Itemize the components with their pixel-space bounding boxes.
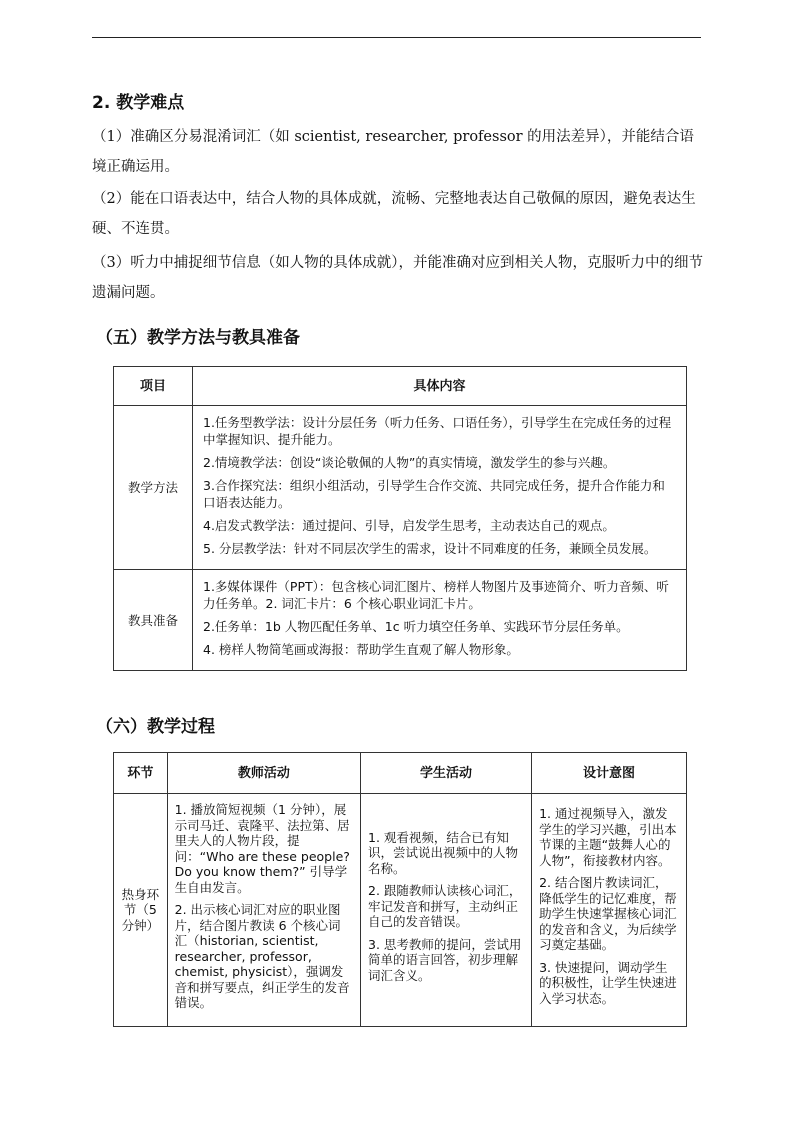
list-item: 2.任务单：1b 人物匹配任务单、1c 听力填空任务单、实践环节分层任务单。 xyxy=(203,619,629,634)
list-item: 1. 播放简短视频（1 分钟），展示司马迁、袁隆平、法拉第、居里夫人的人物片段，提问：“Who are these people? Do you know them?” 引导学生自由发言。 xyxy=(174,802,350,895)
row-content-methods xyxy=(193,406,687,570)
row-label-tools: 教具准备 xyxy=(114,570,193,671)
list-item: 1. 通过视频导入，激发学生的学习兴趣，引出本节课的主题“鼓舞人心的人物”，衔接教材内容。 xyxy=(539,806,677,868)
methods-table xyxy=(113,366,687,671)
section-heading-methods: （五）教学方法与教具准备 xyxy=(96,328,300,348)
table-row xyxy=(114,794,687,1027)
process-table xyxy=(113,752,687,1027)
row-content-tools xyxy=(193,570,687,671)
header-cell-purpose: 设计意图 xyxy=(532,753,687,794)
header-rule xyxy=(92,37,701,38)
list-item: 3. 思考教师的提问，尝试用简单的语言回答，初步理解词汇含义。 xyxy=(368,936,522,983)
list-item: 5. 分层教学法：针对不同层次学生的需求，设计不同难度的任务，兼顾全员发展。 xyxy=(203,541,657,556)
process-table-header xyxy=(114,753,687,794)
stage-cell: 热身环节（5 分钟） xyxy=(114,794,168,1027)
list-item: 4.启发式教学法：通过提问、引导，启发学生思考，主动表达自己的观点。 xyxy=(203,518,615,533)
list-item: 1.多媒体课件（PPT）：包含核心词汇图片、榜样人物图片及事迹简介、听力音频、听力任务单。2. 词汇卡片：6 个核心职业词汇卡片。 xyxy=(203,579,669,611)
header-cell-item: 项目 xyxy=(114,367,193,406)
section-heading-difficulties: 2. 教学难点 xyxy=(92,93,185,113)
list-item: 2.情境教学法：创设“谈论敬佩的人物”的真实情境，激发学生的参与兴趣。 xyxy=(203,455,616,470)
table-row xyxy=(114,406,687,570)
difficulty-paragraph-2: （2）能在口语表达中，结合人物的具体成就，流畅、完整地表达自己敬佩的原因，避免表达生硬、不连贯。 xyxy=(92,191,696,237)
header-cell-stage: 环节 xyxy=(114,753,168,794)
header-cell-content: 具体内容 xyxy=(193,367,687,406)
section-heading-process: （六）教学过程 xyxy=(96,717,215,737)
header-cell-student: 学生活动 xyxy=(361,753,532,794)
list-item: 4. 榜样人物简笔画或海报：帮助学生直观了解人物形象。 xyxy=(203,642,519,657)
teacher-activity-cell xyxy=(167,794,360,1027)
difficulty-paragraph-1: （1）准确区分易混淆词汇（如 scientist, researcher, professor 的用法差异），并能结合语境正确运用。 xyxy=(92,129,694,175)
list-item: 2. 跟随教师认读核心词汇，牢记发音和拼写，主动纠正自己的发音错误。 xyxy=(368,883,522,929)
row-label-methods: 教学方法 xyxy=(114,406,193,570)
list-item: 3.合作探究法：组织小组活动，引导学生合作交流、共同完成任务，提升合作能力和口语表达能力。 xyxy=(203,478,665,510)
difficulty-paragraph-3: （3）听力中捕捉细节信息（如人物的具体成就），并能准确对应到相关人物，克服听力中的细节遗漏问题。 xyxy=(92,255,703,301)
student-activity-cell xyxy=(361,794,532,1027)
list-item: 2. 出示核心词汇对应的职业图片，结合图片教读 6 个核心词汇（historian, scientist, researcher, professor, chemist, physicist），强调发音和拼写要点，纠正学生的发音错误。 xyxy=(174,902,350,1010)
methods-table-header xyxy=(114,367,687,406)
list-item: 1. 观看视频，结合已有知识，尝试说出视频中的人物名称。 xyxy=(368,829,519,876)
design-purpose-cell xyxy=(532,794,687,1027)
list-item: 1.任务型教学法：设计分层任务（听力任务、口语任务），引导学生在完成任务的过程中掌握知识、提升能力。 xyxy=(203,415,672,447)
list-item: 3. 快速提问，调动学生的积极性，让学生快速进入学习状态。 xyxy=(539,959,677,1006)
header-cell-teacher: 教师活动 xyxy=(167,753,360,794)
list-item: 2. 结合图片教读词汇，降低学生的记忆难度，帮助学生快速掌握核心词汇的发音和含义，为后续学习奠定基础。 xyxy=(539,875,677,953)
table-row xyxy=(114,570,687,671)
